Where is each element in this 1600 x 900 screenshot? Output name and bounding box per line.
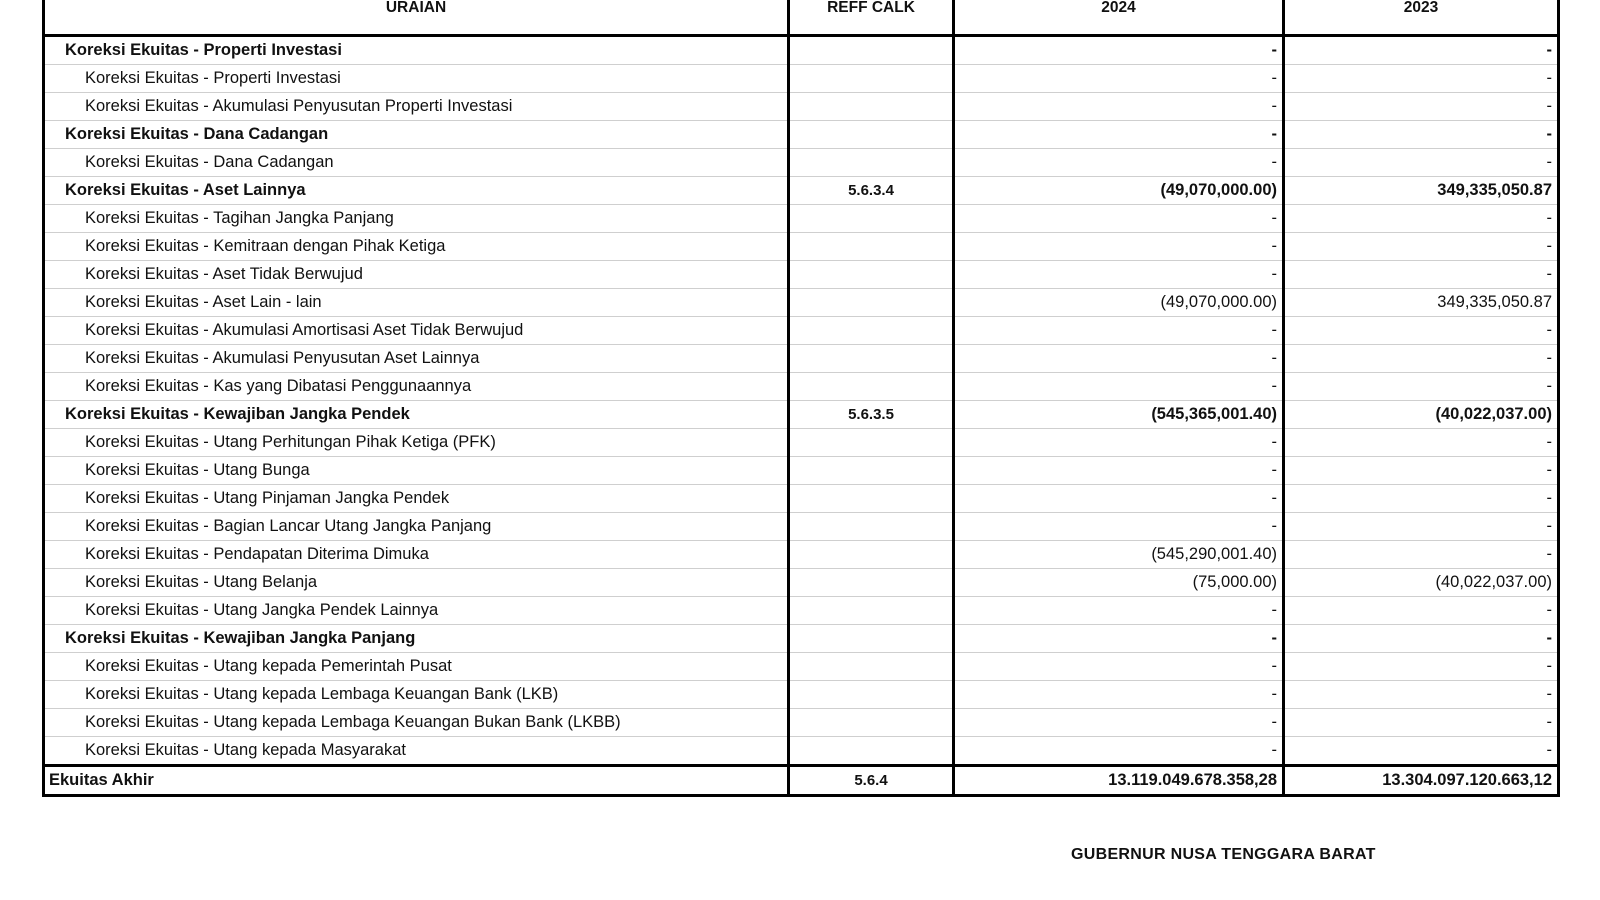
row-value-2023: 349,335,050.87 [1284,289,1559,317]
table-row [44,513,1559,541]
row-value-2023: - [1284,597,1559,625]
group-row [44,121,1559,149]
row-value-2023: - [1284,457,1559,485]
row-ref [789,569,954,597]
header-uraian: URAIAN [44,0,789,36]
row-label: Koreksi Ekuitas - Utang Jangka Pendek Lainnya [44,597,789,625]
row-value-2024: - [954,121,1284,149]
table-row [44,457,1559,485]
row-value-2024: - [954,597,1284,625]
row-value-2024: (49,070,000.00) [954,177,1284,205]
group-row [44,36,1559,65]
table-row [44,65,1559,93]
row-value-2023: - [1284,429,1559,457]
row-ref [789,65,954,93]
row-ref [789,485,954,513]
row-value-2023: (40,022,037.00) [1284,569,1559,597]
row-label: Koreksi Ekuitas - Bagian Lancar Utang Jangka Panjang [44,513,789,541]
table-row [44,289,1559,317]
row-value-2023: - [1284,709,1559,737]
table-row [44,429,1559,457]
table-row [44,737,1559,766]
row-value-2023: - [1284,261,1559,289]
row-value-2024: - [954,625,1284,653]
row-value-2024: - [954,149,1284,177]
row-value-2023: - [1284,681,1559,709]
table-row [44,373,1559,401]
table-row [44,205,1559,233]
group-row [44,401,1559,429]
table-row [44,709,1559,737]
row-value-2024: - [954,36,1284,65]
row-label: Koreksi Ekuitas - Dana Cadangan [44,121,789,149]
row-label: Koreksi Ekuitas - Aset Lain - lain [44,289,789,317]
row-value-2023: - [1284,541,1559,569]
row-label: Koreksi Ekuitas - Aset Tidak Berwujud [44,261,789,289]
table-row [44,317,1559,345]
row-value-2024: - [954,457,1284,485]
row-value-2024: - [954,233,1284,261]
row-label: Koreksi Ekuitas - Pendapatan Diterima Dimuka [44,541,789,569]
header-row [44,0,1559,36]
total-row [44,766,1559,796]
total-ref: 5.6.4 [789,766,954,796]
table-footer [44,766,1559,796]
row-value-2024: (75,000.00) [954,569,1284,597]
row-ref [789,457,954,485]
row-value-2024: - [954,65,1284,93]
row-label: Koreksi Ekuitas - Aset Lainnya [44,177,789,205]
row-ref [789,709,954,737]
row-label: Koreksi Ekuitas - Utang Perhitungan Pihak Ketiga (PFK) [44,429,789,457]
row-value-2024: - [954,653,1284,681]
header-year-2024: 2024 [954,0,1284,36]
row-ref [789,261,954,289]
table-row [44,681,1559,709]
row-value-2023: - [1284,513,1559,541]
total-2024: 13.119.049.678.358,28 [954,766,1284,796]
row-value-2024: (545,290,001.40) [954,541,1284,569]
table-body [44,36,1559,766]
row-ref [789,205,954,233]
row-value-2024: - [954,737,1284,766]
row-ref [789,373,954,401]
row-value-2024: - [954,513,1284,541]
row-value-2023: - [1284,233,1559,261]
group-row [44,177,1559,205]
row-value-2023: (40,022,037.00) [1284,401,1559,429]
row-value-2023: - [1284,653,1559,681]
row-ref [789,233,954,261]
row-ref [789,625,954,653]
row-value-2023: - [1284,345,1559,373]
table-row [44,569,1559,597]
row-value-2023: - [1284,373,1559,401]
row-ref [789,429,954,457]
row-label: Koreksi Ekuitas - Akumulasi Penyusutan Properti Investasi [44,93,789,121]
row-ref [789,653,954,681]
group-row [44,625,1559,653]
row-label: Koreksi Ekuitas - Utang kepada Pemerintah Pusat [44,653,789,681]
row-label: Koreksi Ekuitas - Utang Bunga [44,457,789,485]
table-header [44,0,1559,36]
table-row [44,485,1559,513]
row-value-2024: - [954,485,1284,513]
row-value-2024: - [954,373,1284,401]
row-ref [789,149,954,177]
row-ref [789,681,954,709]
equity-correction-table [42,0,1560,797]
row-value-2023: - [1284,625,1559,653]
row-value-2024: - [954,317,1284,345]
row-label: Koreksi Ekuitas - Utang kepada Lembaga Keuangan Bukan Bank (LKBB) [44,709,789,737]
row-ref [789,737,954,766]
row-ref [789,317,954,345]
row-value-2023: - [1284,121,1559,149]
row-label: Koreksi Ekuitas - Kewajiban Jangka Pendek [44,401,789,429]
report-sheet [42,0,1557,797]
row-ref [789,541,954,569]
row-value-2023: - [1284,149,1559,177]
row-ref [789,513,954,541]
row-value-2023: - [1284,485,1559,513]
row-value-2024: - [954,345,1284,373]
row-ref [789,345,954,373]
row-value-2023: - [1284,737,1559,766]
row-value-2024: - [954,261,1284,289]
total-label: Ekuitas Akhir [44,766,789,796]
row-value-2024: - [954,93,1284,121]
header-reff-calk: REFF CALK [789,0,954,36]
row-value-2023: - [1284,93,1559,121]
row-ref: 5.6.3.4 [789,177,954,205]
row-ref [789,121,954,149]
row-value-2024: - [954,205,1284,233]
row-label: Koreksi Ekuitas - Kas yang Dibatasi Penggunaannya [44,373,789,401]
table-row [44,261,1559,289]
row-label: Koreksi Ekuitas - Utang Belanja [44,569,789,597]
total-2023: 13.304.097.120.663,12 [1284,766,1559,796]
row-value-2024: (49,070,000.00) [954,289,1284,317]
row-ref [789,36,954,65]
row-ref [789,597,954,625]
row-ref [789,289,954,317]
row-label: Koreksi Ekuitas - Utang Pinjaman Jangka Pendek [44,485,789,513]
row-value-2023: - [1284,205,1559,233]
table-row [44,233,1559,261]
row-value-2023: 349,335,050.87 [1284,177,1559,205]
row-value-2023: - [1284,317,1559,345]
row-value-2023: - [1284,36,1559,65]
row-label: Koreksi Ekuitas - Properti Investasi [44,36,789,65]
row-label: Koreksi Ekuitas - Utang kepada Lembaga Keuangan Bank (LKB) [44,681,789,709]
row-label: Koreksi Ekuitas - Kemitraan dengan Pihak Ketiga [44,233,789,261]
row-value-2024: - [954,429,1284,457]
row-label: Koreksi Ekuitas - Akumulasi Amortisasi Aset Tidak Berwujud [44,317,789,345]
signature-title: GUBERNUR NUSA TENGGARA BARAT [1071,846,1376,863]
table-row [44,345,1559,373]
header-year-2023: 2023 [1284,0,1559,36]
row-label: Koreksi Ekuitas - Dana Cadangan [44,149,789,177]
row-value-2024: (545,365,001.40) [954,401,1284,429]
row-label: Koreksi Ekuitas - Tagihan Jangka Panjang [44,205,789,233]
table-row [44,541,1559,569]
row-value-2024: - [954,681,1284,709]
row-value-2023: - [1284,65,1559,93]
row-ref: 5.6.3.5 [789,401,954,429]
row-ref [789,93,954,121]
row-label: Koreksi Ekuitas - Kewajiban Jangka Panjang [44,625,789,653]
table-row [44,653,1559,681]
table-row [44,93,1559,121]
table-row [44,149,1559,177]
row-label: Koreksi Ekuitas - Utang kepada Masyarakat [44,737,789,766]
row-label: Koreksi Ekuitas - Akumulasi Penyusutan Aset Lainnya [44,345,789,373]
table-row [44,597,1559,625]
row-label: Koreksi Ekuitas - Properti Investasi [44,65,789,93]
row-value-2024: - [954,709,1284,737]
